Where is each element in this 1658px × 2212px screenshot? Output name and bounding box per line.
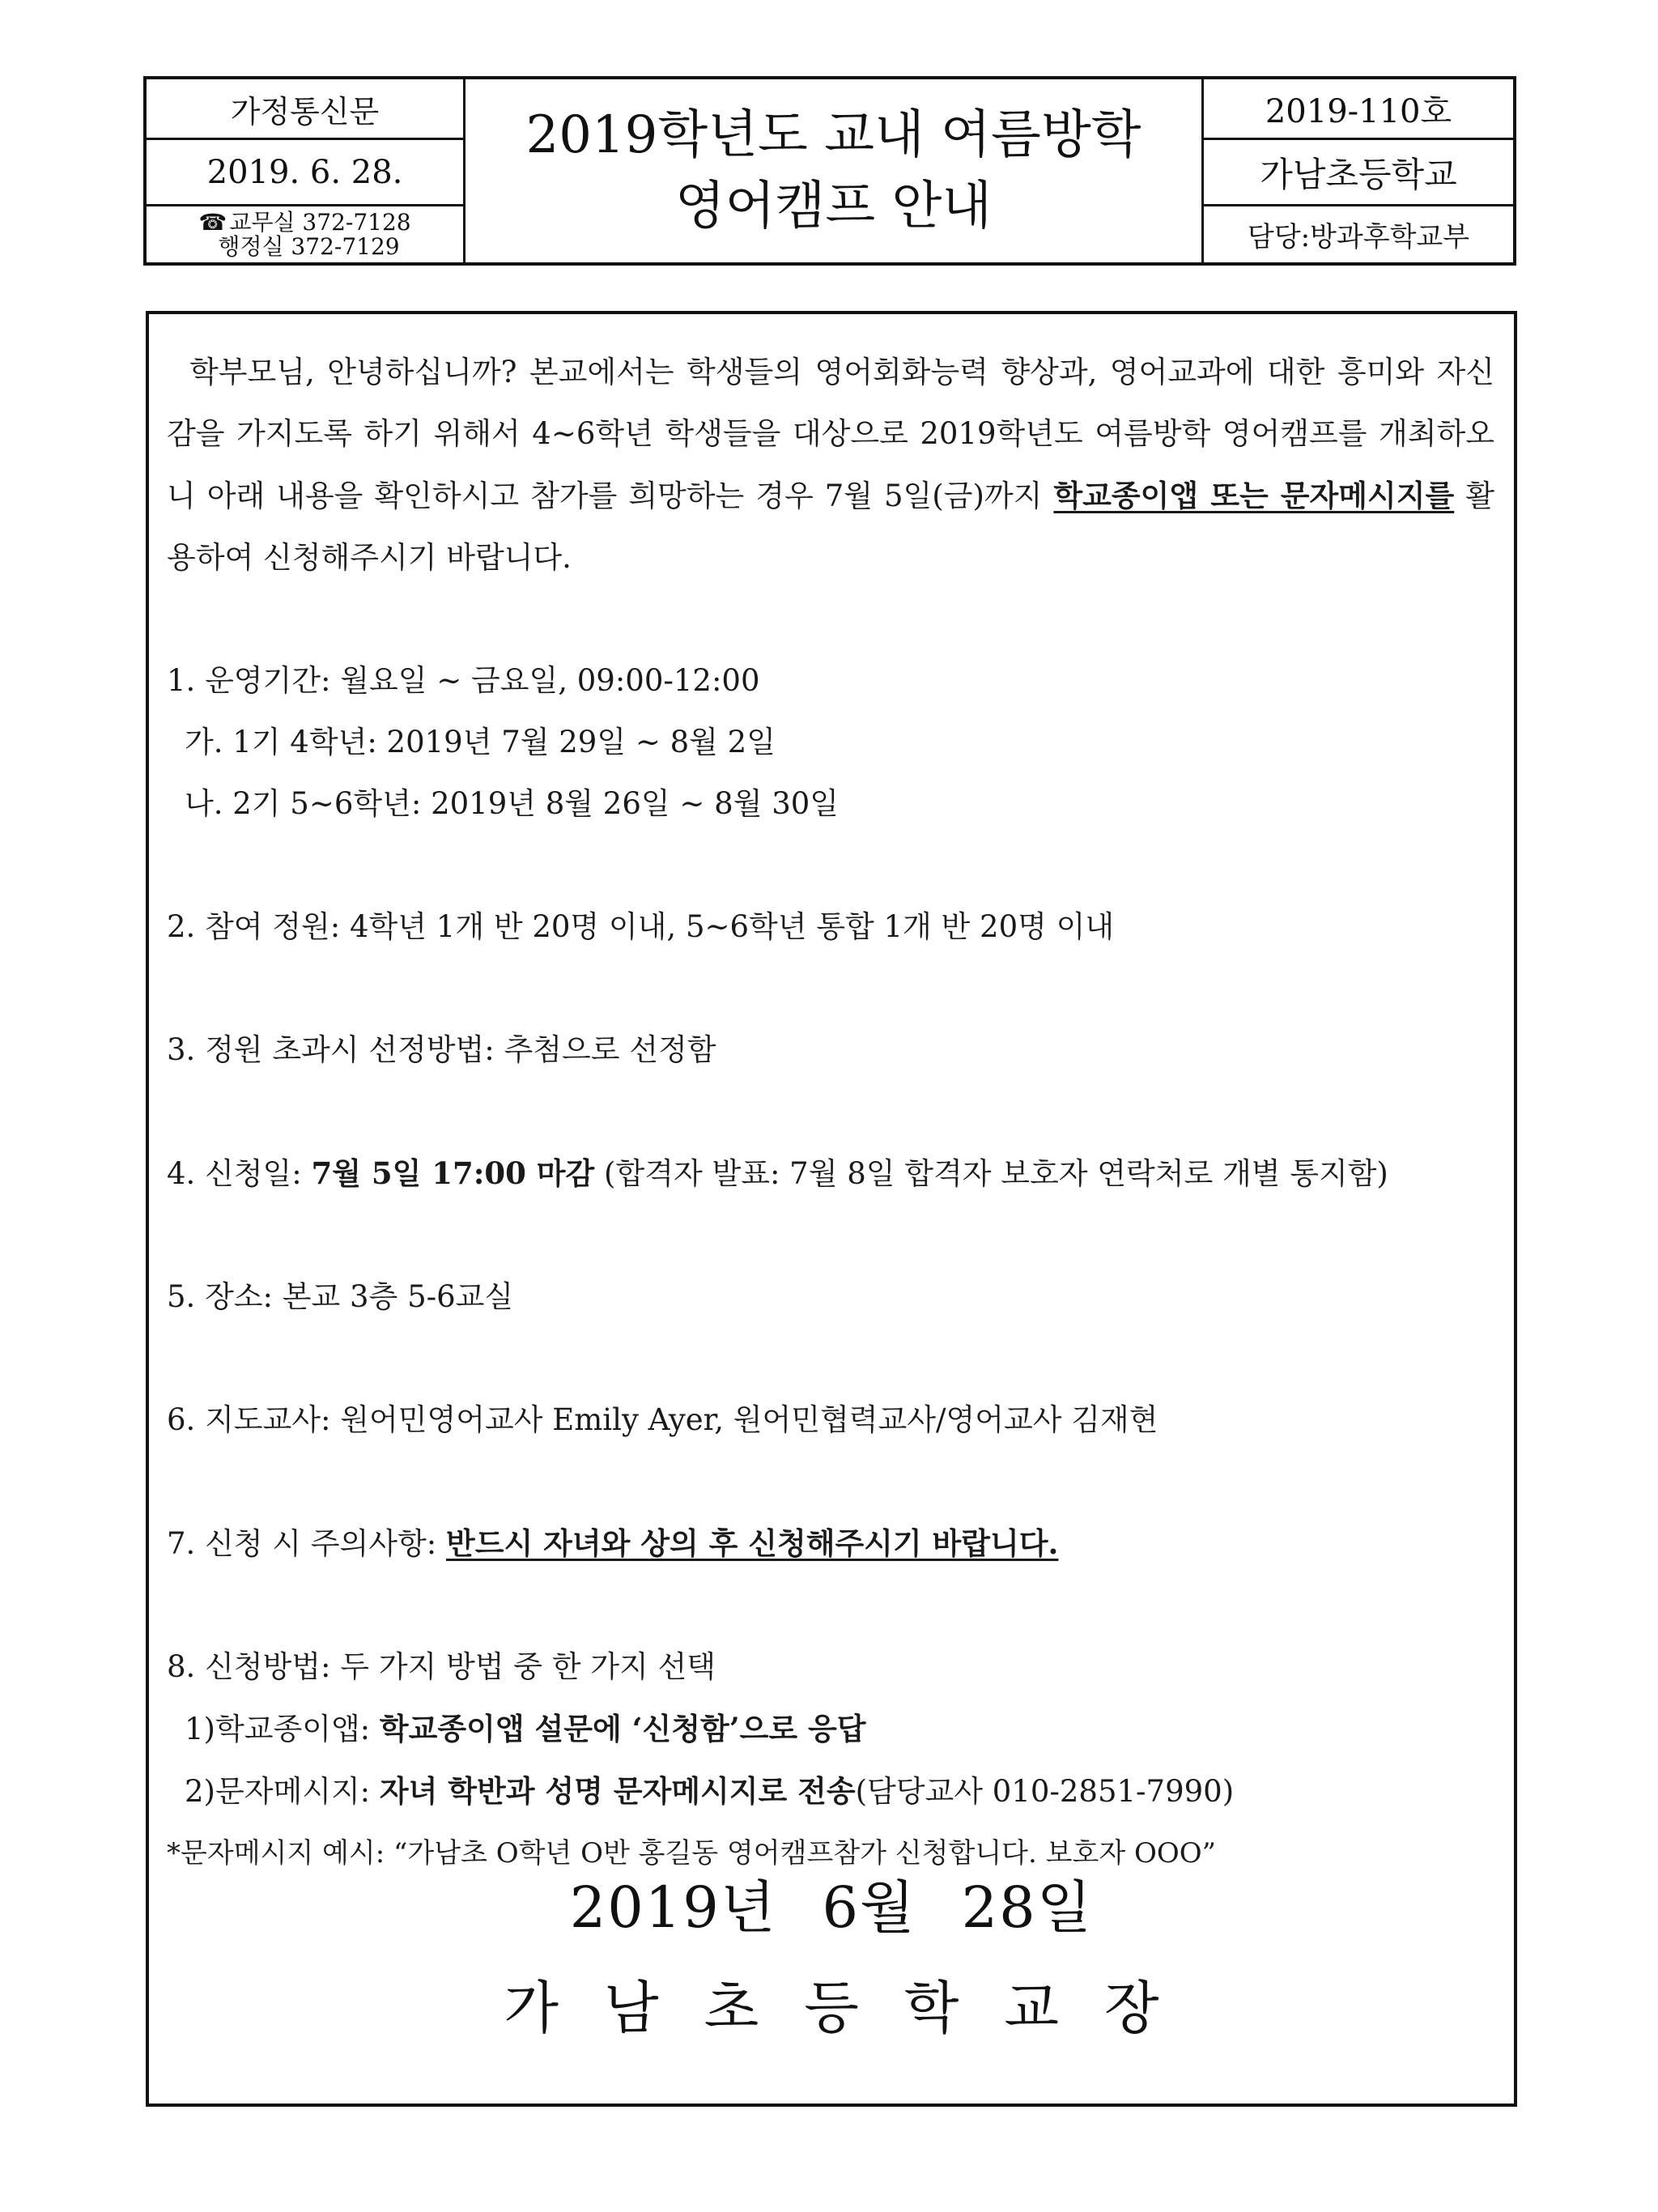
- footer-principal: 가남초등학교장: [504, 1975, 1205, 2041]
- responsible-dept: 담당:방과후학교부: [1204, 204, 1513, 262]
- section-1-item-a: 가. 1기 4학년: 2019년 7월 29일 ~ 8월 2일: [185, 725, 776, 759]
- intro-paragraph: [167, 342, 1494, 589]
- contact-phones: [147, 204, 463, 262]
- doc-title-line1: 2019학년도 교내 여름방학: [525, 105, 1141, 165]
- header-table: [143, 76, 1516, 266]
- telephone-icon: ☎: [198, 208, 227, 236]
- phone-admin: 행정실 372-7129: [218, 232, 400, 260]
- header-left-column: [147, 79, 466, 262]
- section-3: 3. 정원 초과시 선정방법: 추첨으로 선정함: [167, 1032, 716, 1067]
- method-2-contact: (담당교사 010-2851-7990): [855, 1774, 1235, 1809]
- issue-number: 2019-110호: [1265, 92, 1452, 130]
- phone-office: 교무실 372-7128: [229, 208, 411, 236]
- footer-year: 2019년: [569, 1874, 777, 1941]
- content-box: [146, 311, 1517, 2107]
- header-right-column: [1201, 79, 1513, 262]
- school-name: 가남초등학교: [1204, 138, 1513, 204]
- section-7-prefix: 7. 신청 시 주의사항:: [167, 1526, 447, 1561]
- section-8-title: 8. 신청방법: 두 가지 방법 중 한 가지 선택: [167, 1649, 716, 1684]
- footer-month: 6월: [822, 1874, 916, 1941]
- intro-emphasis: 학교종이앱 또는 문자메시지를: [1053, 478, 1455, 513]
- section-7: [167, 1512, 1494, 1575]
- intro-text-1: 학부모님, 안녕하십니까? 본교에서는 학생들의 영어회화능력 향상과, 영어교과에 대한 흥미와 자신감을 가지도록 하기 위해서 4~6학년 학생들을 대상으로 2019학년도 여름방학 영어캠프를 개최하오니 아래 내용을 확인하시고 참가를 희망하는 경우 7월 5일(금)까지: [167, 355, 1494, 513]
- section-8-method-2: [167, 1760, 1494, 1823]
- body-text: [167, 342, 1494, 1884]
- method-2-detail: 자녀 학반과 성명 문자메시지로 전송: [379, 1773, 856, 1809]
- phone-row-admin: [210, 232, 400, 260]
- method-1-detail: 학교종이앱 설문에 ‘신청함’으로 응답: [379, 1711, 866, 1746]
- doc-date: 2019. 6. 28.: [147, 138, 463, 204]
- footer-day: 28일: [961, 1874, 1094, 1941]
- section-4-suffix: (합격자 발표: 7월 8일 합격자 보호자 연락처로 개별 통지함): [594, 1156, 1388, 1191]
- section-2: 2. 참여 정원: 4학년 1개 반 20명 이내, 5~6학년 통합 1개 반 20명 이내: [167, 909, 1115, 944]
- method-1-prefix: 1)학교종이앱:: [185, 1712, 380, 1746]
- doc-type-label: 가정통신문: [230, 93, 380, 130]
- section-7-emphasis: 반드시 자녀와 상의 후 신청해주시기 바랍니다.: [446, 1525, 1059, 1561]
- section-5: 5. 장소: 본교 3층 5-6교실: [167, 1279, 514, 1314]
- section-4-prefix: 4. 신청일:: [167, 1156, 312, 1191]
- section-6: 6. 지도교사: 원어민영어교사 Emily Ayer, 원어민협력교사/영어교사 김재현: [167, 1402, 1158, 1437]
- section-4-deadline: 7월 5일 17:00 마감: [311, 1155, 595, 1191]
- phone-row-office: [198, 208, 411, 236]
- section-8-method-1: [167, 1698, 1494, 1760]
- method-2-prefix: 2)문자메시지:: [185, 1774, 380, 1809]
- doc-title: [466, 79, 1201, 262]
- doc-title-line2: 영어캠프 안내: [674, 177, 993, 236]
- section-4: [167, 1142, 1494, 1205]
- section-1-title: 1. 운영기간: 월요일 ~ 금요일, 09:00-12:00: [167, 663, 760, 698]
- intro-text-2: 활용하여 신청해주시기 바랍니다.: [167, 479, 1494, 575]
- sms-example-note: *문자메시지 예시: “가남초 O학년 O반 홍길동 영어캠프참가 신청합니다. 보호자 OOO”: [167, 1837, 1216, 1870]
- footer-date: [149, 1862, 1514, 1944]
- section-1-item-b: 나. 2기 5~6학년: 2019년 8월 26일 ~ 8월 30일: [185, 786, 840, 821]
